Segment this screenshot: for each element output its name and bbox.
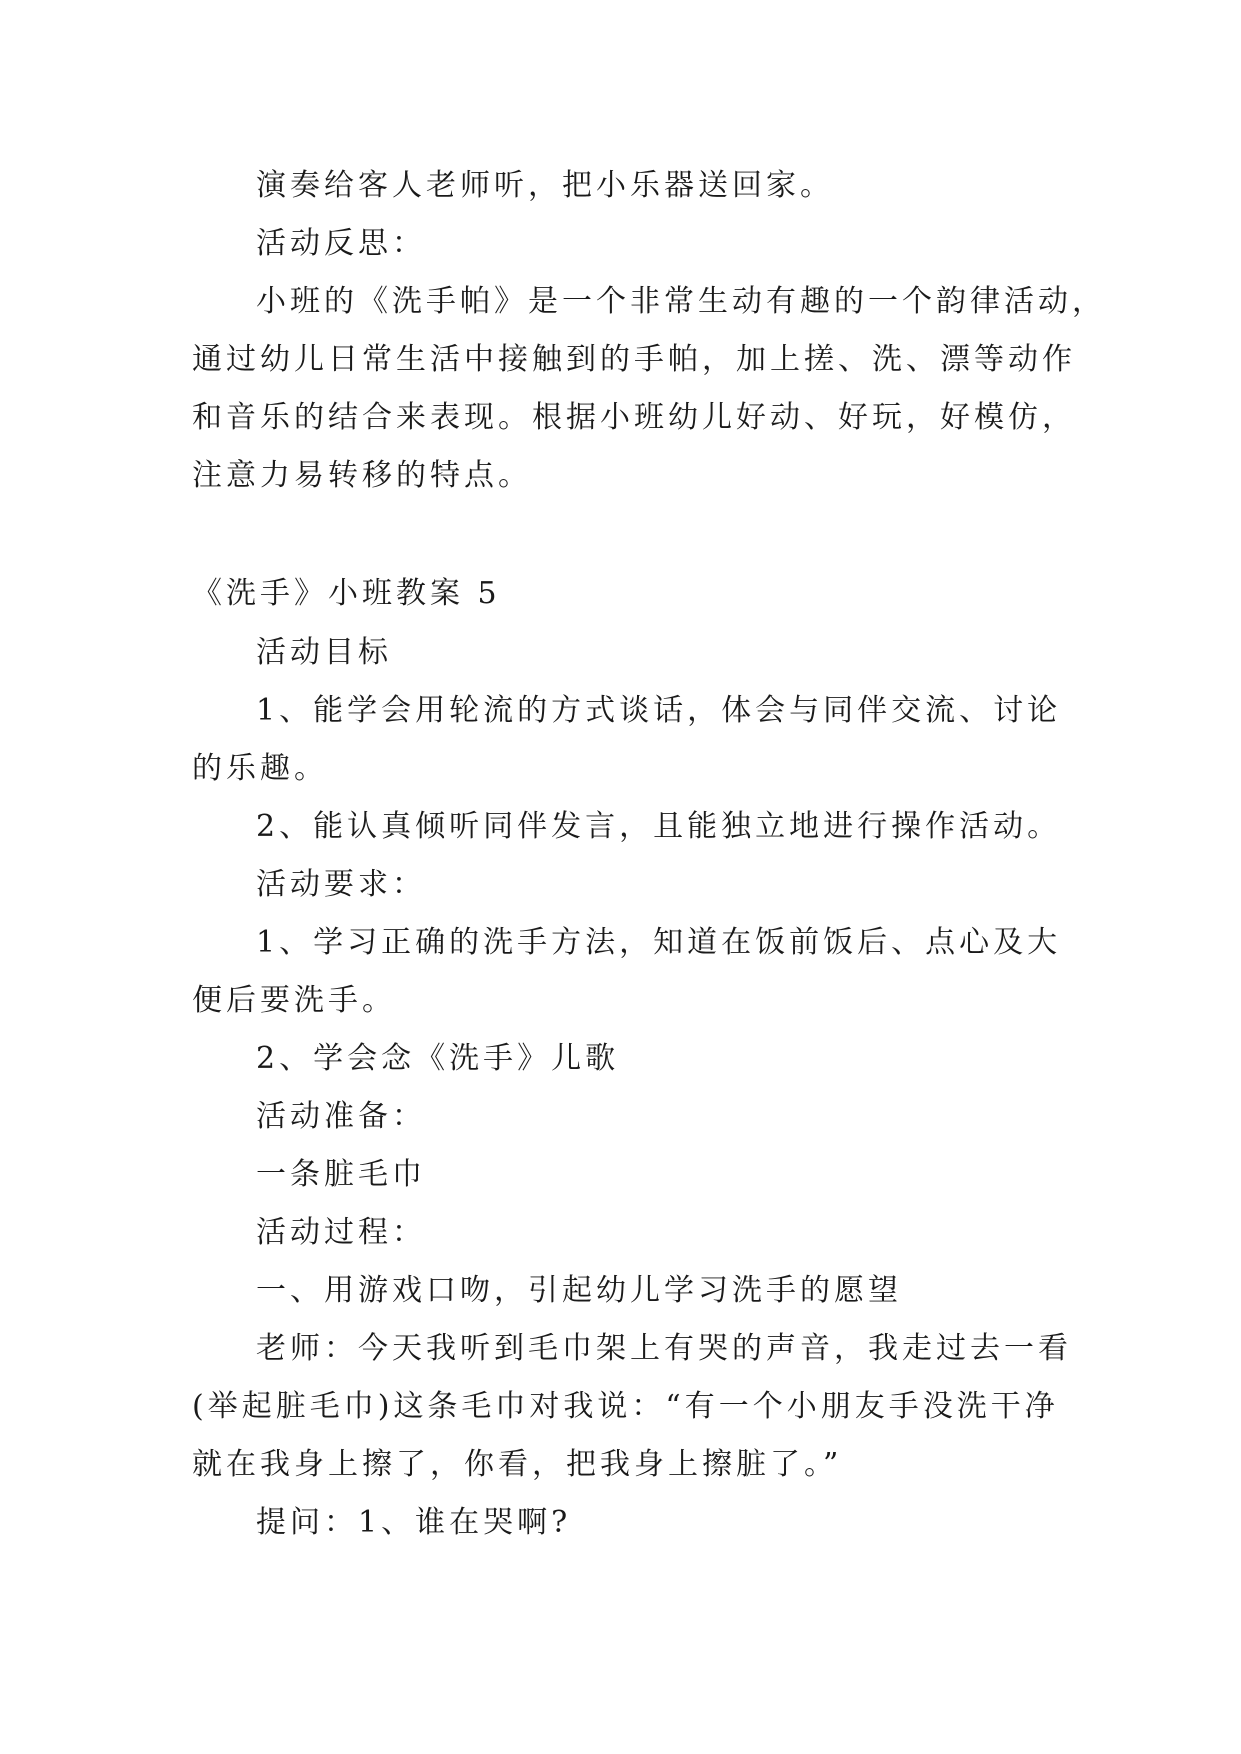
paragraph-line: 老师：今天我听到毛巾架上有哭的声音，我走过去一看 [256, 1331, 1072, 1366]
paragraph-line: 1、能学会用轮流的方式谈话，体会与同伴交流、讨论 [256, 693, 1062, 728]
section-heading: 活动目标 [256, 635, 392, 670]
section-heading: 活动过程： [256, 1215, 426, 1250]
paragraph-line: 就在我身上擦了，你看，把我身上擦脏了。” [192, 1447, 843, 1482]
paragraph-line: 的乐趣。 [192, 751, 328, 786]
paragraph-line: 1、学习正确的洗手方法，知道在饭前饭后、点心及大 [256, 925, 1062, 960]
section-heading: 活动要求： [256, 867, 426, 902]
paragraph-line: 2、学会念《洗手》儿歌 [256, 1041, 620, 1076]
lesson-title: 《洗手》小班教案 5 [192, 576, 501, 611]
paragraph-line: 小班的《洗手帕》是一个非常生动有趣的一个韵律活动， [256, 284, 1106, 319]
section-heading: 活动准备： [256, 1099, 426, 1134]
paragraph-line: 2、能认真倾听同伴发言，且能独立地进行操作活动。 [256, 809, 1062, 844]
paragraph-line: 便后要洗手。 [192, 983, 396, 1018]
paragraph-line: 和音乐的结合来表现。根据小班幼儿好动、好玩，好模仿， [192, 400, 1076, 435]
paragraph-line: 通过幼儿日常生活中接触到的手帕，加上搓、洗、漂等动作 [192, 342, 1076, 377]
paragraph-line: 演奏给客人老师听，把小乐器送回家。 [256, 168, 834, 203]
paragraph-line: 一条脏毛巾 [256, 1157, 426, 1192]
paragraph-line: 一、用游戏口吻，引起幼儿学习洗手的愿望 [256, 1273, 902, 1308]
paragraph-line: 提问：1、谁在哭啊? [256, 1505, 572, 1540]
section-heading: 活动反思： [256, 226, 426, 261]
paragraph-line: (举起脏毛巾)这条毛巾对我说：“有一个小朋友手没洗干净 [192, 1389, 1059, 1424]
paragraph-line: 注意力易转移的特点。 [192, 458, 532, 493]
